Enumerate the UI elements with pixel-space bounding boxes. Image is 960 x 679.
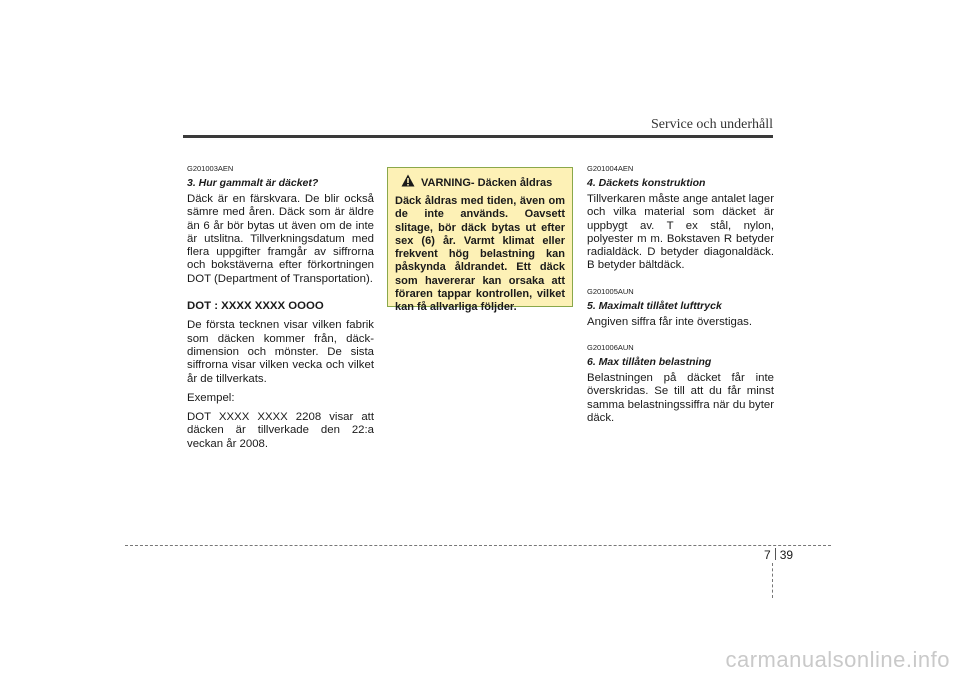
dot-format: DOT : XXXX XXXX OOOO [187, 300, 324, 313]
warning-box [387, 167, 573, 314]
warning-text: Däck åldras med tiden, även om de inte används. Oavsett slitage, bör däck bytas ut efter sex (6) år. Varmt klimat eller frekvent hög belastning kan påskynda åldrandet. Ett däck som havererar kan orsaka att föraren tappar kontrollen, vilket kan få allvarliga följder. [395, 195, 565, 314]
section-code: G201005AUN [587, 286, 634, 296]
example-text: DOT XXXX XXXX 2208 visar att däcken är tillverkade den 22:a veckan år 2008. [187, 411, 374, 450]
page-number [764, 548, 793, 562]
footer-rule [125, 545, 831, 546]
section-title: Service och underhåll [650, 117, 773, 132]
section-subhead: 5. Maximalt tillåtet lufttryck [587, 299, 722, 312]
watermark: carmanualsonline.info [725, 647, 950, 672]
warning-header [395, 174, 565, 192]
paragraph: Däck är en färskvara. De blir också sämre med åren. Däck som är äldre än 6 år bör bytas ut även om de inte är utslitna. Tillverkningsdatum med flera uppgifter framgår av siffrorna och bokstäverna efter förkortningen DOT (Department of Transportation). [187, 193, 374, 285]
section-subhead: 4. Däckets konstruktion [587, 177, 706, 189]
paragraph: Tillverkaren måste ange antalet lager och vilka material som däcket är uppbygt av. T ex stål, nylon, polyester m m. Bokstaven R betyder radialdäck. D betyder diagonaldäck. B betyder bältdäck. [587, 193, 774, 272]
footer-vertical-rule [772, 563, 773, 598]
section-subhead: 6. Max tillåten belastning [587, 356, 712, 369]
section-code: G201003AEN [187, 164, 234, 173]
example-label: Exempel: [187, 391, 235, 404]
paragraph: Belastningen på däcket får inte överskridas. Se till att du får minst samma belastningssiffra när du byter däck. [587, 372, 774, 424]
right-column [587, 164, 774, 425]
paragraph: Angiven siffra får inte överstigas. [587, 315, 753, 328]
warning-title: VARNING- Däcken åldras [421, 177, 553, 189]
section-subhead: 3. Hur gammalt är däcket? [187, 177, 319, 189]
section-code: G201004AEN [587, 164, 634, 173]
paragraph: De första tecknen visar vilken fabrik som däcken kommer från, däck-dimension och mönster. De sista siffrorna visar vilken vecka och vilket år de tillverkats. [187, 319, 374, 385]
section-code: G201006AUN [587, 343, 634, 353]
warning-triangle-icon [401, 174, 415, 192]
left-column [187, 164, 374, 451]
chapter-number: 7 [764, 548, 771, 562]
page-index: 39 [779, 548, 794, 562]
header-rule [183, 135, 773, 138]
